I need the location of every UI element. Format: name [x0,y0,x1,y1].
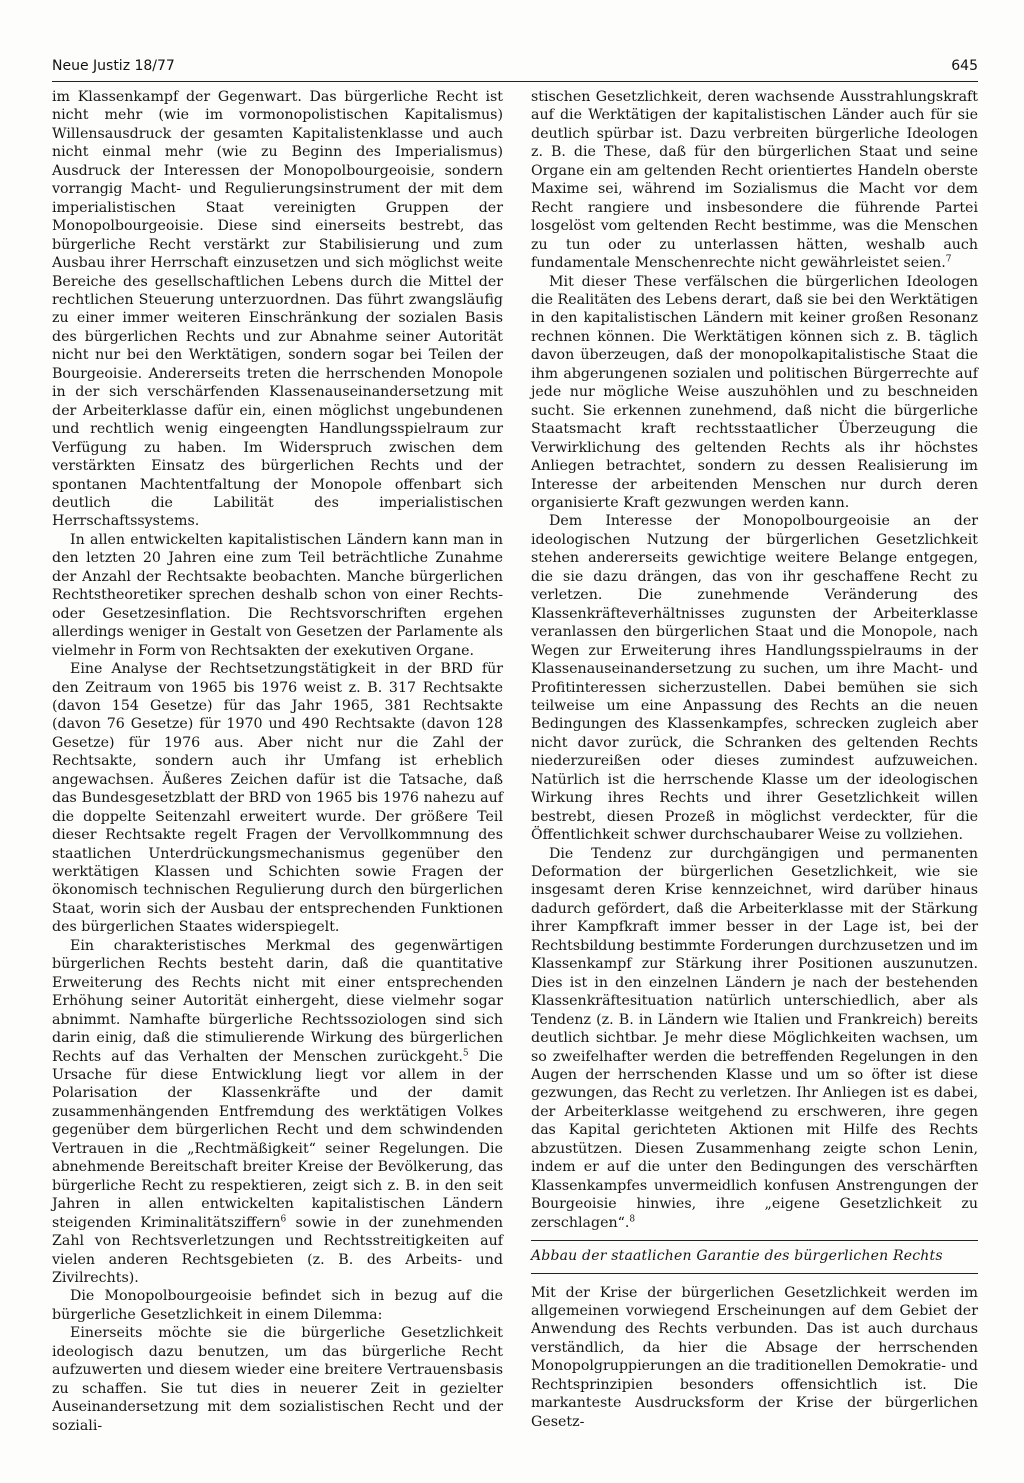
page-number: 645 [951,58,978,74]
paragraph [531,88,978,273]
paragraph: In allen entwickelten kapitalistischen Ländern kann man in den letzten 20 Jahren eine zum Teil beträchtliche Zunahme der Anzahl der Rechtsakte beobachten. Manche bürgerlichen Rechtstheoretiker sprechen deshalb schon von einer Rechts- oder Gesetzesinflation. Die Rechtsvorschriften ergehen allerdings weniger in Gestalt von Gesetzen der Parlamente als vielmehr in Form von Rechtsakten der exekutiven Organe. [52,531,503,659]
paragraph: Die Monopolbourgeoisie befindet sich in bezug auf die bürgerliche Gesetzlichkeit in einem Dilemma: [52,1288,503,1323]
journal-issue: Neue Justiz 18/77 [52,58,175,74]
paragraph: Mit dieser These verfälschen die bürgerlichen Ideologen die Realitäten des Lebens derart, daß sie bei den Werktätigen in den kapitalistischen Ländern mit keiner großen Resonanz rechnen können. Die Werktätigen können sich z. B. täglich davon überzeugen, daß der monopolkapitalistische Staat die ihm abgerungenen sozialen und politischen Bürgerrechte auf jede nur mögliche Weise auszuhöhlen und zu beschneiden sucht. Sie erkennen zunehmend, daß nicht die bürgerliche Staatsmacht kraft rechtsstaatlicher Überzeugung die Verwirklichung des geltenden Rechts als ihr höchstes Anliegen betrachtet, sondern zu dessen Realisierung im Interesse der arbeitenden Menschen nur durch deren organisierte Kraft gezwungen werden kann. [531,273,978,511]
section-heading: Abbau der staatlichen Garantie des bürgerlichen Rechts [531,1240,978,1273]
paragraph-text: sowie in der zunehmenden Zahl von Rechtsverletzungen und Rechtsstreitigkeiten auf vielen anderen Rechtsgebieten (z. B. des Arbeits- und Zivilrechts). [52,1214,503,1286]
paragraph-text: Ein charakteristisches Merkmal des gegenwärtigen bürgerlichen Rechts besteht darin, daß die quantitative Erweiterung des Rechts nicht mit einer entsprechenden Erhöhung seiner Autorität einhergeht, diese vielmehr sogar abnimmt. Namhafte bürgerliche Rechtssoziologen sind sich darin einig, daß die stimulierende Wirkung des bürgerlichen Rechts auf das Verhalten der Menschen zurückgeht. [52,937,503,1065]
paragraph [531,845,978,1233]
paragraph [52,937,503,1288]
paragraph-text: Die Tendenz zur durchgängigen und permanenten Deformation der bürgerlichen Gesetzlichkeit, wie sie insgesamt deren Krise kennzeichnet, wird darüber hinaus dadurch gefördert, daß die Arbeiterklasse mit der Stärkung ihrer Kampfkraft immer besser in der Lage ist, bei der Rechtsbildung bestimmte Forderungen durchzusetzen und im Klassenkampf zur Stärkung ihrer Positionen auszunutzen. Dies ist in den einzelnen Ländern je nach der bestehenden Klassenkräftesituation natürlich unterschiedlich, aber als Tendenz (z. B. in Ländern wie Italien und Frankreich) bereits deutlich sichtbar. Je mehr diese Möglichkeiten wachsen, um so zweifelhafter werden die betreffenden Regelungen in den Augen der herrschenden Klasse und um so öfter ist diese gezwungen, das Recht zu verletzen. Ihr Anliegen ist es dabei, der Arbeiterklasse weitgehend zu erschweren, ihre gegen das Kapital gerichteten Aktionen mit Hilfe des Rechts abzustützen. Diesen Zusammenhang zeigte schon Lenin, indem er auf die unter den Bedingungen des verschärften Klassenkampfes unvermeidlich konfusen Anstrengungen der Bourgeoisie hinwies, ihre „eigene Gesetzlichkeit zu zerschlagen“. [531,845,978,1231]
paragraph: Einerseits möchte sie die bürgerliche Gesetzlichkeit ideologisch dazu benutzen, um das bürgerliche Recht aufzuwerten und diesem wieder eine breitere Vertrauensbasis zu schaffen. Sie tut dies in neuerer Zeit in gezielter Auseinandersetzung mit dem sozialistischen Recht und der soziali- [52,1325,503,1434]
left-column [52,88,503,1435]
footnote-marker: 8 [629,1213,636,1224]
paragraph: Eine Analyse der Rechtsetzungstätigkeit in der BRD für den Zeitraum von 1965 bis 1976 weist z. B. 317 Rechtsakte (davon 154 Gesetze) für das Jahr 1965, 381 Rechtsakte (davon 76 Gesetze) für 1970 und 490 Rechtsakte (davon 128 Gesetze) für 1976 aus. Aber nicht nur die Zahl der Rechtsakte, sondern auch ihr Umfang ist erheblich angewachsen. Äußeres Zeichen dafür ist die Tatsache, daß das Bundesgesetzblatt der BRD von 1965 bis 1976 nahezu auf die doppelte Seitenzahl erweitert wurde. Der größere Teil dieser Rechtsakte regelt Fragen der Vervollkommnung des staatlichen Unterdrückungsmechanismus gegenüber den werktätigen Klassen und Schichten sowie Fragen der ökonomisch technischen Regulierung durch den bürgerlichen Staat, worin sich der Ausbau der entsprechenden Funktionen des bürgerlichen Staates widerspiegelt. [52,661,503,936]
paragraph: Mit der Krise der bürgerlichen Gesetzlichkeit werden im allgemeinen vorwiegend Erscheinungen auf dem Gebiet der Anwendung des Rechts verbunden. Das ist auch durchaus verständlich, da hier die Absage der herrschenden Monopolgruppierungen an die traditionellen Demokratie- und Rechtsprinzipien besonders offensichtlich ist. Die markanteste Ausdrucksform der Krise der bürgerlichen Gesetz- [531,1284,978,1430]
paragraph-text: Die Ursache für diese Entwicklung liegt vor allem in der Polarisation der Klassenkräfte und der damit zusammenhängenden Entfremdung des werktätigen Volkes gegenüber dem bürgerlichen Recht und dem schwindenden Vertrauen in die „Rechtmäßigkeit“ seiner Regelungen. Die abnehmende Bereitschaft breiter Kreise der Bevölkerung, das bürgerliche Recht zu respektieren, zeigt sich z. B. in den seit Jahren in allen entwickelten kapitalistischen Ländern steigenden Kriminalitätsziffern [52,1048,503,1231]
right-column [531,88,978,1431]
footnote-marker: 5 [462,1047,469,1058]
footnote-marker: 7 [945,254,952,265]
running-header [52,56,978,80]
paragraph: Dem Interesse der Monopolbourgeoisie an der ideologischen Nutzung der bürgerlichen Gesetzlichkeit stehen andererseits gewichtige weitere Belange entgegen, die sie dazu drängen, das von ihr geschaffene Recht zu verletzen. Die zunehmende Veränderung des Klassenkräfteverhältnisses zugunsten der Arbeiterklasse veranlassen den bürgerlichen Staat und die Monopole, nach Wegen zur Erweiterung ihres Handlungsspielraums in der Klassenauseinandersetzung zu suchen, um ihre Macht- und Profitinteressen sicherzustellen. Dabei bemühen sie sich teilweise um eine Anpassung des Rechts an die neuen Bedingungen des Klassenkampfes, schrecken zugleich aber nicht davor zurück, die Schranken des geltenden Rechts niederzureißen oder dieses zumindest aufzuweichen. Natürlich ist die herrschende Klasse um der ideologischen Wirkung ihres Rechts und ihrer Gesetzlichkeit willen bestrebt, diesen Prozeß in möglichst verdeckter, für die Öffentlichkeit schwer durchschaubarer Weise zu vollziehen. [531,513,978,844]
header-rule [52,81,978,82]
paragraph: im Klassenkampf der Gegenwart. Das bürgerliche Recht ist nicht mehr (wie im vormonopolistischen Kapitalismus) Willensausdruck der gesamten Kapitalistenklasse und auch nicht einmal mehr (wie zu Beginn des Imperialismus) Ausdruck der Interessen der Monopolbourgeoisie, sondern vorrangig Macht- und Regulierungsinstrument der mit dem imperialistischen Staat vereinigten Gruppen der Monopolbourgeoisie. Diese sind einerseits bestrebt, das bürgerliche Recht verstärkt zur Stabilisierung und zum Ausbau ihrer Herrschaft einzusetzen und sich möglichst weite Bereiche des gesellschaftlichen Lebens durch die Mittel der rechtlichen Steuerung unterzuordnen. Das führt zwangsläufig zu einer immer weiteren Einschränkung der sozialen Basis des bürgerlichen Rechts und zur Abnahme seiner Autorität nicht nur bei den Werktätigen, sondern sogar bei Teilen der Bourgeoisie. Andererseits treten die herrschenden Monopole in der sich verschärfenden Klassenauseinandersetzung mit der Arbeiterklasse dafür ein, einen möglichst ungebundenen und rechtlich wenig eingeengten Handlungsspielraum zur Verfügung zu haben. Im Widerspruch zwischen dem verstärkten Einsatz des bürgerlichen Rechts und der spontanen Machtentfaltung der Monopole offenbart sich deutlich die Labilität des imperialistischen Herrschaftssystems. [52,89,503,530]
footnote-marker: 6 [280,1213,287,1224]
paragraph-text: stischen Gesetzlichkeit, deren wachsende Ausstrahlungskraft auf die Werktätigen der kapitalistischen Länder auch für sie deutlich spürbar ist. Dazu verbreiten bürgerliche Ideologen z. B. die These, daß für den bürgerlichen Staat und seine Organe ein am geltenden Recht orientiertes Handeln oberste Maxime sei, während im Sozialismus die Macht vor dem Recht rangiere und insbesondere die führende Partei losgelöst vom geltenden Recht bestimme, was die Menschen zu tun oder zu unterlassen hätten, weshalb auch fundamentale Menschenrechte nicht gewährleistet seien. [531,89,978,272]
